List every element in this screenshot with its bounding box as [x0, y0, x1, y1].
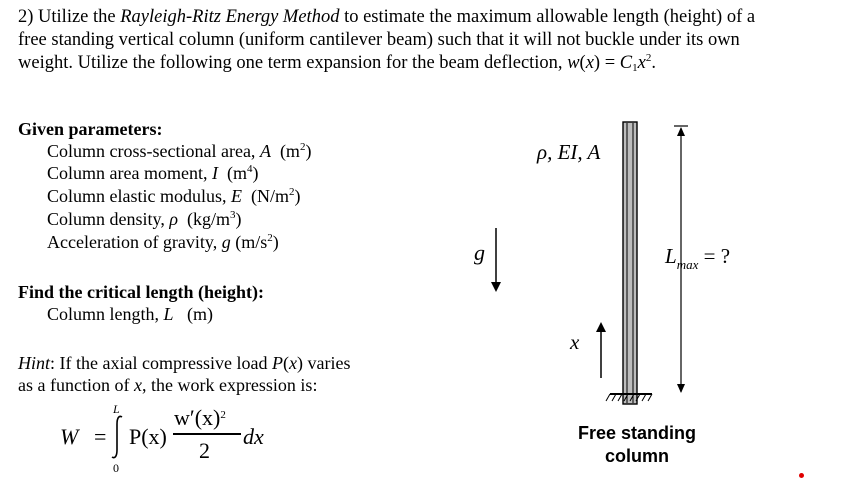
gravity-label: g [474, 240, 485, 265]
hint-x-2: x [133, 375, 142, 395]
given-sym: g [221, 232, 231, 252]
problem-line-2: free standing vertical column (uniform cantilever beam) such that it will not buckle under its own [18, 30, 740, 50]
hint-text-1: If the axial compressive load [59, 353, 268, 373]
caption-line-2: column [604, 446, 669, 466]
x-arrowhead [596, 322, 606, 332]
given-exp: 2 [267, 232, 273, 244]
given-item-moment [47, 163, 258, 184]
fraction-bar [173, 433, 241, 435]
x-axis-label: x [570, 330, 580, 354]
dimension-bottom-arrowhead [677, 384, 685, 393]
given-exp: 2 [299, 141, 306, 153]
given-sym: A [259, 141, 271, 161]
expansion-w: w [567, 53, 580, 73]
given-sym: I [211, 163, 218, 183]
hint-p: P [271, 353, 283, 373]
problem-text-3: weight. Utilize the following one term expansion for the beam deflection, [18, 53, 563, 73]
formula-dx: dx [243, 424, 264, 449]
find-sym: L [163, 304, 174, 324]
problem-text-1: Utilize the [38, 7, 116, 27]
problem-text-2: to estimate the maximum allowable length (height) of a [344, 7, 756, 27]
numerator-text: w′(x) [174, 405, 221, 430]
formula-lower-limit: 0 [113, 461, 119, 475]
problem-number: 2) [18, 7, 34, 27]
given-unit: (m [226, 163, 247, 183]
given-item-modulus [47, 186, 301, 207]
expansion-x: x [637, 53, 646, 73]
formula-upper-limit: L [113, 402, 120, 416]
expansion-exp: 2 [645, 52, 652, 64]
expansion-sub: 1 [632, 62, 638, 74]
hint-x: x [288, 353, 297, 373]
given-close: ) [272, 232, 279, 252]
expansion-c: C [619, 53, 633, 73]
formula-numerator [174, 405, 226, 431]
given-label: Column density, [47, 209, 165, 229]
formula-denominator: 2 [199, 438, 210, 463]
given-unit: (m/s [235, 232, 268, 252]
formula-w: W [60, 424, 79, 449]
given-unit: (N/m [251, 186, 289, 206]
given-item-density [47, 209, 241, 230]
given-label: Column area moment, [47, 163, 208, 183]
find-heading: Find the critical length (height): [18, 282, 264, 302]
given-sym: ρ [169, 209, 178, 229]
problem-statement [18, 6, 844, 75]
given-label: Acceleration of gravity, [47, 232, 218, 252]
l-unknown: = ? [703, 244, 731, 268]
hint-end-2: , the work expression is: [141, 375, 318, 395]
given-unit: (m [279, 141, 300, 161]
l-symbol: L [665, 244, 677, 268]
given-exp: 4 [246, 163, 253, 175]
hint-line-2 [18, 375, 317, 396]
given-label: Column cross-sectional area, [47, 141, 256, 161]
find-unit: (m) [187, 304, 214, 324]
given-item-area [47, 141, 311, 162]
find-item-length [47, 304, 213, 325]
caption-line-1: Free standing [577, 423, 697, 443]
given-label: Column elastic modulus, [47, 186, 227, 206]
dimension-top-arrowhead [677, 127, 685, 136]
given-exp: 2 [289, 186, 295, 198]
red-dot-marker [799, 473, 804, 478]
integral-sign [110, 414, 126, 460]
given-sym: E [231, 186, 242, 206]
given-close: ) [235, 209, 242, 229]
numerator-exp: 2 [220, 409, 226, 421]
find-label: Column length, [47, 304, 159, 324]
expansion-x-arg: x [585, 53, 594, 73]
formula-integrand: P(x) [129, 424, 167, 449]
given-close: ) [294, 186, 301, 206]
column-body [623, 122, 637, 404]
given-close: ) [252, 163, 259, 183]
given-unit: (kg/m [186, 209, 230, 229]
hint-end-1: varies [307, 353, 351, 373]
l-max-label [665, 244, 731, 272]
given-exp: 3 [229, 209, 236, 221]
given-item-gravity [47, 232, 279, 253]
method-name: Rayleigh-Ritz Energy Method [120, 7, 340, 27]
formula-equals: = [94, 424, 107, 449]
problem-line-3: weight. Utilize the following one term expansion for the beam deflection, $w(x) = C_1x^2$. [18, 52, 656, 74]
problem-line-1 [18, 6, 844, 29]
gravity-arrowhead [491, 282, 501, 292]
given-heading: Given parameters: [18, 119, 163, 139]
hint-word: Hint [18, 353, 51, 373]
l-subscript: max [676, 257, 699, 272]
hint-text-2: as a function of [18, 375, 130, 395]
hint-line-1: Hint: If the axial compressive load P(x) varies [18, 353, 351, 373]
column-properties: ρ, EI, A [537, 140, 601, 164]
given-close: ) [305, 141, 312, 161]
